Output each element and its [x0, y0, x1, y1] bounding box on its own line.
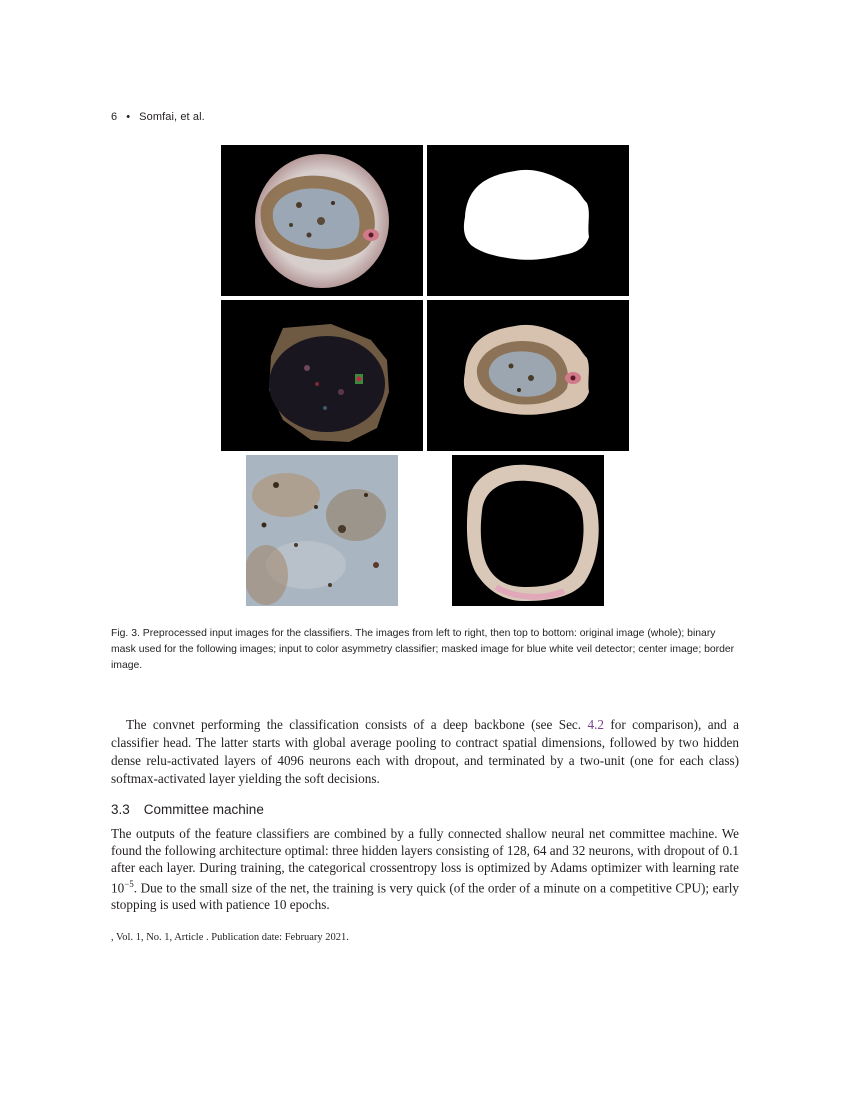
para1-text-a: The convnet performing the classification consists of a deep backbone (see Sec. [126, 717, 588, 732]
para1-text-b: for comparison), and a classifier head. The latter starts with global average pooling to contract spatial dimensions, followed by two hidden dense relu-activated layers of 4096 neurons each with dropout, and terminated by a two-unit (one for each class) softmax-activated layer yielding the soft decisions. [111, 717, 739, 786]
page-number: 6 [111, 111, 118, 123]
figure-caption: Fig. 3. Preprocessed input images for the classifiers. The images from left to right, then top to bottom: original image (whole); binary mask used for the following images; input to color asymmetry classifier; masked image for blue white veil detector; center image; border image. [111, 628, 735, 671]
para2-text-a: The outputs of the feature classifiers are combined by a fully connected shallow neural net committee machine. We found the following architecture optimal: three hidden layers consisting of 128, 64 and 32 neurons, with dropout of 0.1 after each layer. During training, the categorical crossentropy loss is optimized by Adams optimizer with learning rate 10 [111, 826, 739, 896]
section-reference-link[interactable]: 4.2 [587, 717, 604, 732]
running-header [111, 111, 205, 123]
figure-panel-masked-image [427, 300, 629, 451]
page-footer: , Vol. 1, No. 1, Article . Publication date: February 2021. [111, 932, 349, 943]
header-authors: Somfai, et al. [139, 111, 205, 123]
body-paragraph-committee [111, 825, 739, 913]
para2-exponent: −5 [124, 879, 134, 889]
section-title: Committee machine [143, 802, 264, 817]
header-separator: • [126, 111, 131, 123]
body-paragraph-convnet [111, 716, 739, 788]
para2-text-b: . Due to the small size of the net, the training is very quick (of the order of a minute on a competitive CPU); early stopping is used with patience 10 epochs. [111, 880, 739, 913]
figure-panel-original-image [221, 145, 423, 296]
figure-panel-center-image [246, 455, 398, 606]
figure-panel-color-asymmetry-input [221, 300, 423, 451]
figure-panel-border-image [452, 455, 604, 606]
section-heading [111, 802, 264, 817]
section-number: 3.3 [111, 802, 130, 817]
figure-panel-binary-mask [427, 145, 629, 296]
